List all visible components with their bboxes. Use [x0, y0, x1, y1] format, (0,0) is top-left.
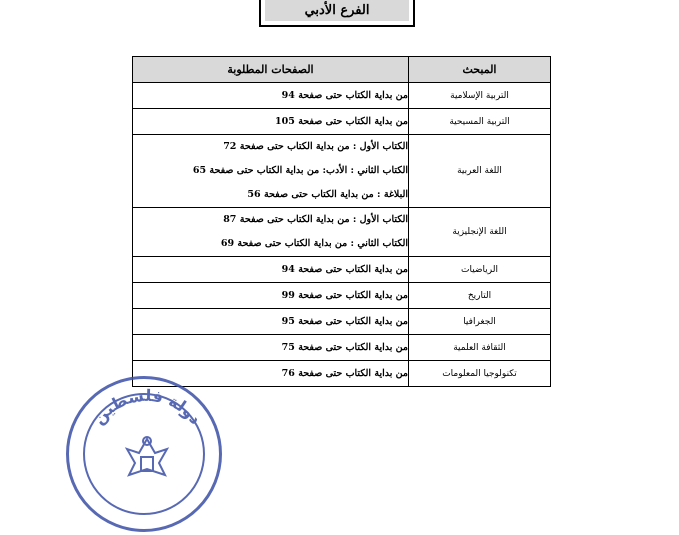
subject-cell: اللغة الإنجليزية: [409, 208, 551, 257]
table-row: [133, 257, 551, 283]
pages-line: من بداية الكتاب حتى صفحة 94: [281, 263, 408, 275]
official-stamp: [66, 376, 222, 532]
table-row: [133, 135, 551, 208]
subject-cell: تكنولوجيا المعلومات: [409, 361, 551, 387]
pages-cell: [133, 283, 409, 309]
branch-title: الفرع الأدبي: [265, 0, 409, 21]
table-row: [133, 208, 551, 257]
pages-line: من بداية الكتاب حتى صفحة 99: [281, 289, 408, 301]
table-header-row: [133, 57, 551, 83]
pages-column-header: الصفحات المطلوبة: [133, 57, 409, 83]
subject-cell: الثقافة العلمية: [409, 335, 551, 361]
pages-cell: [133, 309, 409, 335]
eagle-emblem-icon: [127, 437, 167, 475]
pages-line: من بداية الكتاب حتى صفحة 94: [281, 89, 408, 101]
table-row: [133, 309, 551, 335]
stamp-graphic: [69, 379, 225, 535]
table-row: [133, 109, 551, 135]
pages-cell: [133, 135, 409, 208]
pages-line: من بداية الكتاب حتى صفحة 95: [281, 315, 408, 327]
table-row: [133, 283, 551, 309]
pages-cell: [133, 208, 409, 257]
subject-cell: الرياضيات: [409, 257, 551, 283]
pages-line: البلاغة : من بداية الكتاب حتى صفحة 56: [247, 189, 408, 200]
subject-cell: الجغرافيا: [409, 309, 551, 335]
pages-line: من بداية الكتاب حتى صفحة 75: [281, 341, 408, 353]
subject-cell: التربية الإسلامية: [409, 83, 551, 109]
subject-cell: اللغة العربية: [409, 135, 551, 208]
pages-cell: [133, 83, 409, 109]
subjects-table: [132, 56, 551, 387]
pages-cell: [133, 109, 409, 135]
pages-line: الكتاب الأول : من بداية الكتاب حتى صفحة 72: [223, 141, 408, 152]
pages-line: من بداية الكتاب حتى صفحة 105: [275, 115, 408, 127]
pages-line: من بداية الكتاب حتى صفحة 76: [281, 367, 408, 379]
title-box: [259, 0, 415, 27]
subject-cell: التاريخ: [409, 283, 551, 309]
svg-text:دولة فلسطين: [89, 386, 205, 429]
pages-line: الكتاب الثاني : من بداية الكتاب حتى صفحة 69: [220, 238, 408, 249]
subject-column-header: المبحث: [409, 57, 551, 83]
subject-cell: التربية المسيحية: [409, 109, 551, 135]
table-row: [133, 83, 551, 109]
stamp-text: دولة فلسطين: [88, 385, 206, 429]
table-row: [133, 335, 551, 361]
pages-line: الكتاب الثاني : الأدب: من بداية الكتاب حتى صفحة 65: [192, 165, 408, 176]
pages-cell: [133, 257, 409, 283]
pages-cell: [133, 335, 409, 361]
pages-line: الكتاب الأول : من بداية الكتاب حتى صفحة 87: [223, 214, 408, 225]
